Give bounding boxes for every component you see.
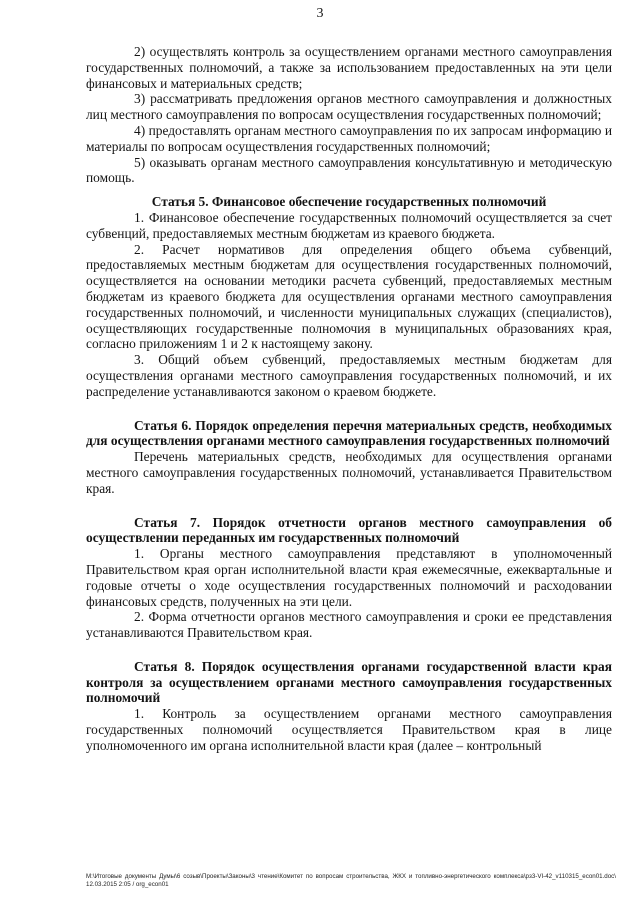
paragraph: 2. Расчет нормативов для определения общего объема субвенций, предоставляемых местным бюджетам для осуществления государственных полномочий, осуществляется на основании методики расчета субвенций, предоставляемых местным бюджетам из краевого бюджета для осуществления органами местного самоуправления государственных полномочий, и численности муниципальных служащих (специалистов), осуществляющих государственные полномочия в муниципальных образованиях края, согласно приложениям 1 и 2 к настоящему закону. xyxy=(86,241,612,352)
article-8-title: Статья 8. Порядок осуществления органами государственной власти края контроля за осуществлением органами местного самоуправления государственных полномочий xyxy=(86,658,612,706)
page-number: 3 xyxy=(316,6,324,21)
paragraph: 1. Финансовое обеспечение государственных полномочий осуществляется за счет субвенций, предоставляемых местным бюджетам из краевого бюджета. xyxy=(86,209,612,241)
document-body xyxy=(86,44,612,754)
paragraph: 3) рассматривать предложения органов местного самоуправления и должностных лиц местного самоуправления по вопросам осуществления государственных полномочий; xyxy=(86,91,612,123)
paragraph: 3. Общий объем субвенций, предоставляемых местным бюджетам для осуществления органами местного самоуправления государственных полномочий, и их распределение устанавливаются законом о краевом бюджете. xyxy=(86,352,612,399)
paragraph: Перечень материальных средств, необходимых для осуществления органами местного самоуправления государственных полномочий, устанавливается Правительством края. xyxy=(86,449,612,496)
article-5-title: Статья 5. Финансовое обеспечение государственных полномочий xyxy=(151,194,547,210)
paragraph: 1. Контроль за осуществлением органами местного самоуправления государственных полномочий осуществляется Правительством края в лице уполномоченного им органа исполнительной власти края (далее – контрольный xyxy=(86,706,612,753)
paragraph: 2. Форма отчетности органов местного самоуправления и сроки ее представления устанавливаются Правительством края. xyxy=(86,609,612,641)
file-path-footer: M:\Итоговые документы Думы\6 созыв\Проекты\Законы\3 чтение\Комитет по вопросам строительства, ЖКХ и топливно-энергетического комплекса\pз3-VI-42_v110315_econ01.doc\ 12.03.2015 2:05 / org_econ01 xyxy=(86,873,616,888)
paragraph: 2) осуществлять контроль за осуществлением органами местного самоуправления государственных полномочий, а также за использованием предоставленных на эти цели финансовых и материальных средств; xyxy=(86,44,612,91)
paragraph: 5) оказывать органам местного самоуправления консультативную и методическую помощь. xyxy=(86,154,612,186)
paragraph: 1. Органы местного самоуправления представляют в уполномоченный Правительством края орган исполнительной власти края ежемесячные, ежеквартальные и годовые отчеты о ходе осуществления государственных полномочий и расходовании финансовых средств, полученных на эти цели. xyxy=(86,546,612,609)
article-6-title: Статья 6. Порядок определения перечня материальных средств, необходимых для осуществления органами местного самоуправления государственных полномочий xyxy=(86,417,612,449)
article-7-title: Статья 7. Порядок отчетности органов местного самоуправления об осуществлении переданных им государственных полномочий xyxy=(86,514,612,546)
paragraph: 4) предоставлять органам местного самоуправления по их запросам информацию и материалы по вопросам осуществления государственных полномочий; xyxy=(86,122,612,154)
